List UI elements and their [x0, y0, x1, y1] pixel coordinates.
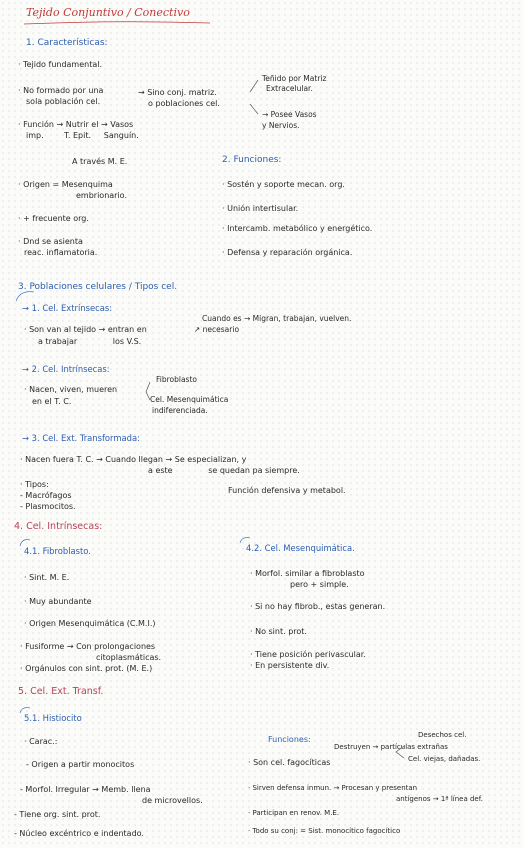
note-line: · Nacen, viven, mueren [24, 385, 118, 394]
list-item: - Origen a partir monocitos [26, 760, 135, 769]
list-item: - Morfol. Irregular → Memb. llena [20, 785, 151, 794]
note-line: · + frecuente org. [18, 214, 89, 223]
list-item: de microvellos. [142, 796, 203, 805]
note-line: Destruyen → partículas extrañas [334, 743, 448, 751]
page-title: Tejido Conjuntivo / Conectivo [26, 6, 190, 19]
note-line: Cel. viejas, dañadas. [408, 755, 481, 763]
list-item: · No sint. prot. [250, 627, 307, 636]
subsection-heading: → 2. Cel. Intrínsecas: [22, 364, 110, 374]
list-item: · Unión intertisular. [222, 204, 299, 213]
subsection-heading: 4.2. Cel. Mesenquimática. [246, 543, 355, 553]
note-line: · Nacen fuera T. C. → Cuando llegan → Se especializan, y [20, 455, 247, 464]
subsection-heading: → 3. Cel. Ext. Transformada: [22, 433, 140, 443]
note-line: · Son van al tejido → entran en [24, 325, 147, 334]
note-line: · Función → Nutrir el → Vasos [18, 120, 134, 129]
list-item: · Defensa y reparación orgánica. [222, 248, 353, 257]
note-line: Funciones: [268, 735, 311, 744]
subsection-heading: 4.1. Fibroblasto. [24, 546, 91, 556]
list-item: · En persistente div. [250, 661, 330, 670]
list-item: · Si no hay fibrob., estas generan. [250, 602, 386, 611]
note-line: reac. inflamatoria. [24, 248, 98, 257]
note-line: Cel. Mesenquimática [150, 395, 229, 404]
list-item: antígenos → 1ª línea def. [396, 795, 483, 803]
note-line: Extracelular. [266, 84, 313, 93]
list-item: · Son cel. fagocíticas [248, 758, 331, 767]
list-item: - Tiene org. sint. prot. [14, 810, 101, 819]
note-line: Teñido por Matriz [262, 74, 327, 83]
note-line: sola población cel. [26, 97, 101, 106]
note-line: o poblaciones cel. [148, 99, 220, 108]
list-item: · Fusiforme → Con prolongaciones [20, 642, 156, 651]
note-line: Fibroblasto [156, 375, 197, 384]
section-2-heading: 2. Funciones: [222, 155, 282, 165]
list-item: · Sostén y soporte mecan. org. [222, 180, 345, 189]
note-line: · Dnd se asienta [18, 237, 83, 246]
note-line: embrionario. [76, 191, 127, 200]
section-5-heading: 5. Cel. Ext. Transf. [18, 686, 104, 697]
note-line: indiferenciada. [152, 406, 208, 415]
section-1-heading: 1. Características: [26, 38, 108, 48]
note-line: Función defensiva y metabol. [228, 486, 346, 495]
list-item: - Núcleo excéntrico e indentado. [14, 829, 144, 838]
note-line: · Tejido fundamental. [18, 60, 103, 69]
note-line: ↗ necesario [194, 325, 240, 334]
note-line: · Carac.: [24, 737, 58, 746]
note-line: en el T. C. [32, 397, 72, 406]
note-line: imp. T. Epit. Sanguín. [26, 131, 139, 140]
list-item: · Origen Mesenquimática (C.M.I.) [24, 619, 156, 628]
subsection-heading: 5.1. Histiocito [24, 713, 82, 723]
list-item: · Muy abundante [24, 597, 92, 606]
note-line: · No formado por una [18, 86, 104, 95]
note-line: → Sino conj. matriz. [138, 88, 217, 97]
note-line: Cuando es → Migran, trabajan, vuelven. [202, 314, 352, 323]
note-line: → Posee Vasos [262, 110, 317, 119]
list-item: · Tiene posición perivascular. [250, 650, 366, 659]
note-line: · Tipos: [20, 480, 49, 489]
list-item: · Todo su conj: = Sist. monocítico fagocítico [248, 827, 401, 835]
subsection-heading: → 1. Cel. Extrínsecas: [22, 303, 113, 313]
list-item: · Participan en renov. M.E. [248, 809, 340, 817]
list-item: · Sirven defensa inmun. → Procesan y presentan [248, 784, 418, 792]
list-item: · Morfol. similar a fibroblasto [250, 569, 365, 578]
note-line: a este se quedan pa siempre. [148, 466, 300, 475]
note-line: a trabajar los V.S. [38, 337, 142, 346]
list-item: · Orgánulos con sint. prot. (M. E.) [20, 664, 153, 673]
section-3-heading: 3. Poblaciones celulares / Tipos cel. [18, 282, 178, 292]
list-item: · Sint. M. E. [24, 573, 70, 582]
section-4-heading: 4. Cel. Intrínsecas: [14, 521, 103, 532]
note-line: y Nervios. [262, 121, 300, 130]
note-line: A través M. E. [72, 157, 128, 166]
list-item: pero + simple. [290, 580, 349, 589]
list-item: citoplasmáticas. [96, 653, 162, 662]
note-line: Desechos cel. [418, 731, 467, 739]
list-item: · Intercamb. metabólico y energético. [222, 224, 373, 233]
note-line: - Macrófagos [20, 491, 72, 500]
note-line: · Origen = Mesenquima [18, 180, 113, 189]
note-line: - Plasmocitos. [20, 502, 76, 511]
